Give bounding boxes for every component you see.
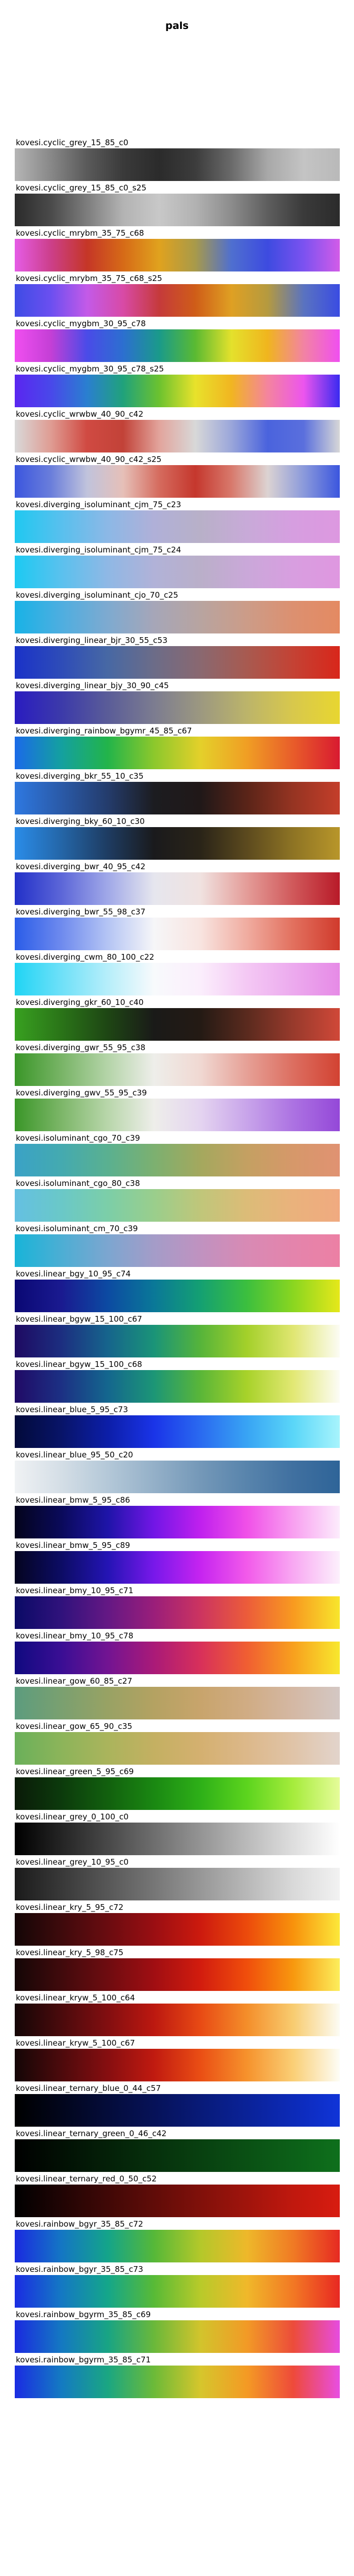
palette-swatch bbox=[15, 1234, 340, 1267]
palette-swatch bbox=[15, 2094, 340, 2127]
palette-label: kovesi.diverging_isoluminant_cjm_75_c23 bbox=[16, 500, 181, 509]
palette-label: kovesi.linear_ternary_green_0_46_c42 bbox=[16, 2129, 167, 2138]
palette-swatch bbox=[15, 963, 340, 995]
palette-swatch bbox=[15, 1144, 340, 1176]
palette-swatch bbox=[15, 510, 340, 543]
palette-label: kovesi.rainbow_bgyrm_35_85_c71 bbox=[16, 2355, 151, 2364]
palette-label: kovesi.diverging_bwr_55_98_c37 bbox=[16, 907, 146, 917]
palette-swatch bbox=[15, 1777, 340, 1810]
palette-label: kovesi.linear_blue_95_50_c20 bbox=[16, 1450, 133, 1460]
palette-label: kovesi.linear_bmy_10_95_c78 bbox=[16, 1631, 134, 1641]
palette-swatch bbox=[15, 918, 340, 950]
palette-swatch bbox=[15, 556, 340, 588]
palette-label: kovesi.linear_bgyw_15_100_c67 bbox=[16, 1314, 142, 1324]
palette-label: kovesi.linear_bgyw_15_100_c68 bbox=[16, 1360, 142, 1369]
palette-swatch bbox=[15, 1506, 340, 1538]
palette-label: kovesi.linear_kry_5_98_c75 bbox=[16, 1948, 124, 1957]
palette-swatch bbox=[15, 1913, 340, 1946]
palette-label: kovesi.linear_blue_5_95_c73 bbox=[16, 1405, 129, 1414]
palette-label: kovesi.cyclic_mrybm_35_75_c68 bbox=[16, 228, 144, 238]
palette-label: kovesi.linear_kry_5_95_c72 bbox=[16, 1903, 124, 1912]
palette-swatch bbox=[15, 2366, 340, 2398]
palette-swatch bbox=[15, 2320, 340, 2353]
palette-swatch bbox=[15, 737, 340, 769]
palette-swatch bbox=[15, 1053, 340, 1086]
palette-swatch bbox=[15, 1461, 340, 1493]
palette-label: kovesi.diverging_gkr_60_10_c40 bbox=[16, 998, 144, 1007]
palette-label: kovesi.linear_bgy_10_95_c74 bbox=[16, 1269, 131, 1279]
palette-swatch bbox=[15, 1596, 340, 1629]
palette-swatch bbox=[15, 1958, 340, 1991]
palette-swatch bbox=[15, 782, 340, 814]
palette-swatch bbox=[15, 420, 340, 452]
palette-label: kovesi.isoluminant_cm_70_c39 bbox=[16, 1224, 138, 1233]
palette-label: kovesi.linear_ternary_red_0_50_c52 bbox=[16, 2174, 157, 2183]
palette-swatch bbox=[15, 1732, 340, 1765]
palette-label: kovesi.cyclic_mygbm_30_95_c78 bbox=[16, 319, 146, 328]
palette-label: kovesi.diverging_bkr_55_10_c35 bbox=[16, 771, 144, 781]
palette-label: kovesi.linear_bmw_5_95_c86 bbox=[16, 1495, 130, 1505]
palette-swatch bbox=[15, 2185, 340, 2217]
palette-swatch bbox=[15, 1823, 340, 1855]
palette-swatch bbox=[15, 2230, 340, 2262]
palette-label: kovesi.diverging_rainbow_bgymr_45_85_c67 bbox=[16, 726, 192, 736]
palette-label: kovesi.linear_gow_65_90_c35 bbox=[16, 1722, 133, 1731]
palette-label: kovesi.rainbow_bgyr_35_85_c72 bbox=[16, 2219, 143, 2229]
palette-swatch bbox=[15, 1325, 340, 1357]
palette-label: kovesi.isoluminant_cgo_70_c39 bbox=[16, 1133, 140, 1143]
palette-swatch bbox=[15, 1687, 340, 1719]
palette-label: kovesi.diverging_bwr_40_95_c42 bbox=[16, 862, 146, 871]
palette-swatch bbox=[15, 1099, 340, 1131]
chart-title: pals bbox=[165, 20, 189, 32]
palette-label: kovesi.cyclic_wrwbw_40_90_c42 bbox=[16, 409, 144, 419]
palette-label: kovesi.diverging_linear_bjy_30_90_c45 bbox=[16, 681, 169, 690]
palette-label: kovesi.linear_kryw_5_100_c67 bbox=[16, 2038, 135, 2048]
palette-label: kovesi.diverging_bky_60_10_c30 bbox=[16, 817, 145, 826]
palette-swatch bbox=[15, 601, 340, 633]
palette-label: kovesi.diverging_cwm_80_100_c22 bbox=[16, 952, 154, 962]
palette-label: kovesi.cyclic_mygbm_30_95_c78_s25 bbox=[16, 364, 164, 374]
palette-swatch bbox=[15, 329, 340, 362]
palette-label: kovesi.rainbow_bgyr_35_85_c73 bbox=[16, 2265, 143, 2274]
palette-label: kovesi.cyclic_grey_15_85_c0_s25 bbox=[16, 183, 146, 193]
palette-label: kovesi.diverging_isoluminant_cjo_70_c25 bbox=[16, 590, 179, 600]
palette-swatch bbox=[15, 239, 340, 271]
palette-label: kovesi.diverging_linear_bjr_30_55_c53 bbox=[16, 636, 168, 645]
palette-label: kovesi.rainbow_bgyrm_35_85_c69 bbox=[16, 2310, 151, 2319]
palette-swatch bbox=[15, 284, 340, 317]
palette-swatch bbox=[15, 2049, 340, 2081]
palette-swatch bbox=[15, 148, 340, 181]
palette-swatch bbox=[15, 1551, 340, 1584]
palette-label: kovesi.linear_grey_10_95_c0 bbox=[16, 1857, 129, 1867]
palette-label: kovesi.diverging_gwv_55_95_c39 bbox=[16, 1088, 147, 1098]
palette-label: kovesi.diverging_isoluminant_cjm_75_c24 bbox=[16, 545, 181, 555]
palette-swatch bbox=[15, 1189, 340, 1222]
palette-swatch bbox=[15, 2139, 340, 2172]
palette-swatch bbox=[15, 1008, 340, 1041]
palette-label: kovesi.linear_green_5_95_c69 bbox=[16, 1767, 134, 1776]
palette-label: kovesi.linear_gow_60_85_c27 bbox=[16, 1676, 133, 1686]
palette-label: kovesi.cyclic_grey_15_85_c0 bbox=[16, 138, 129, 147]
palette-swatch bbox=[15, 691, 340, 724]
palette-label: kovesi.isoluminant_cgo_80_c38 bbox=[16, 1179, 140, 1188]
palette-swatch bbox=[15, 872, 340, 905]
palette-swatch bbox=[15, 646, 340, 679]
palette-swatch bbox=[15, 1280, 340, 1312]
palette-label: kovesi.cyclic_wrwbw_40_90_c42_s25 bbox=[16, 455, 162, 464]
palette-label: kovesi.linear_bmw_5_95_c89 bbox=[16, 1541, 130, 1550]
palette-swatch bbox=[15, 827, 340, 860]
palette-swatch bbox=[15, 465, 340, 498]
palette-label: kovesi.linear_kryw_5_100_c64 bbox=[16, 1993, 135, 2003]
palette-swatch bbox=[15, 1642, 340, 1674]
palette-label: kovesi.linear_ternary_blue_0_44_c57 bbox=[16, 2084, 161, 2093]
palette-swatch bbox=[15, 194, 340, 226]
palette-swatch bbox=[15, 2275, 340, 2308]
palette-swatch bbox=[15, 2004, 340, 2036]
palette-swatch bbox=[15, 1370, 340, 1403]
palette-swatch bbox=[15, 1415, 340, 1448]
palette-label: kovesi.linear_grey_0_100_c0 bbox=[16, 1812, 129, 1822]
palette-label: kovesi.cyclic_mrybm_35_75_c68_s25 bbox=[16, 274, 162, 283]
palette-label: kovesi.diverging_gwr_55_95_c38 bbox=[16, 1043, 146, 1052]
palette-label: kovesi.linear_bmy_10_95_c71 bbox=[16, 1586, 134, 1595]
palette-swatch bbox=[15, 375, 340, 407]
palette-swatch bbox=[15, 1868, 340, 1900]
